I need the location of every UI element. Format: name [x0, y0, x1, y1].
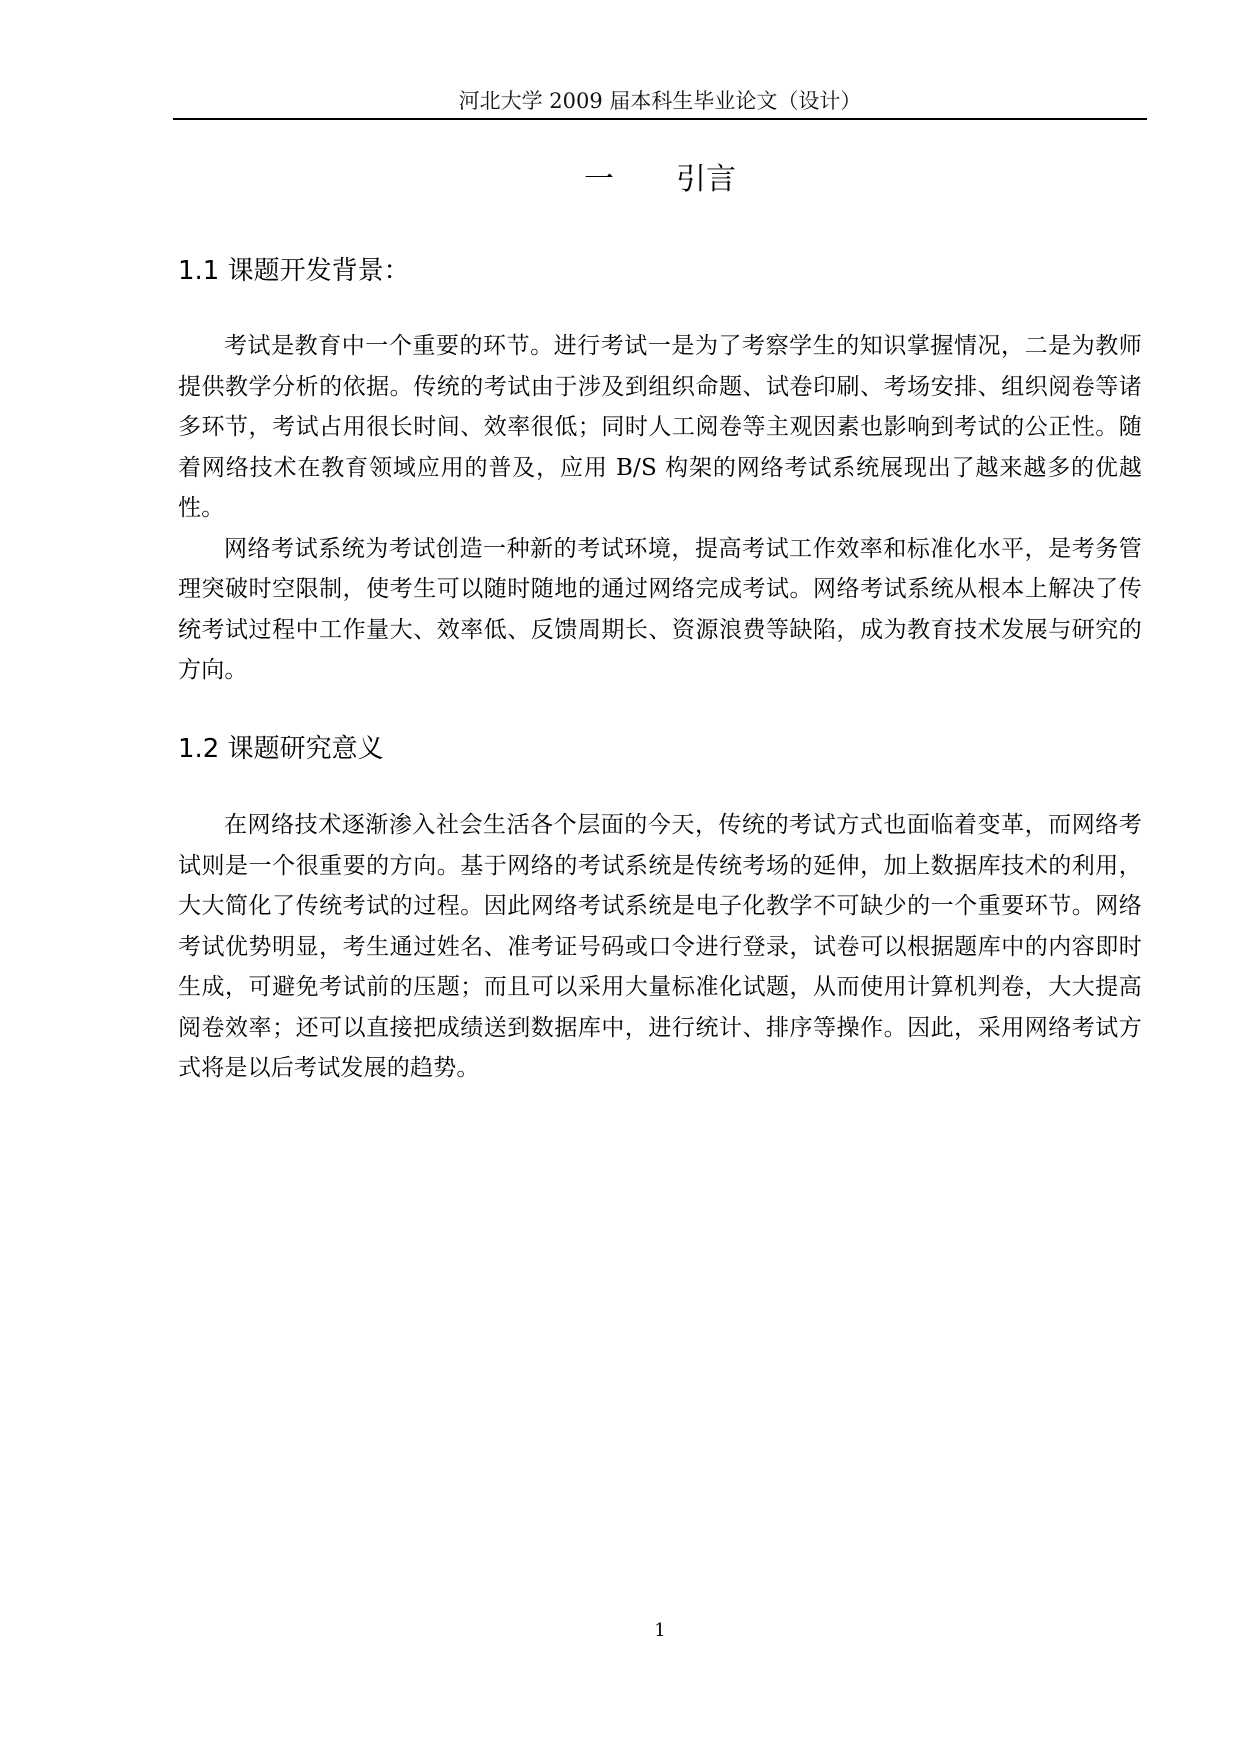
paragraph: 网络考试系统为考试创造一种新的考试环境，提高考试工作效率和标准化水平，是考务管理突破时空限制，使考生可以随时随地的通过网络完成考试。网络考试系统从根本上解决了传统考试过程中工作量大、效率低、反馈周期长、资源浪费等缺陷，成为教育技术发展与研究的方向。	[178, 535, 1142, 683]
section-heading-1-2: 1.2 课题研究意义	[178, 734, 384, 764]
chapter-number: 一	[584, 162, 614, 197]
chapter-name: 引言	[676, 162, 736, 197]
running-header: 河北大学 2009 届本科生毕业论文（设计）	[458, 89, 862, 113]
chapter-title	[173, 160, 1147, 200]
paragraph: 在网络技术逐渐渗入社会生活各个层面的今天，传统的考试方式也面临着变革，而网络考试则是一个很重要的方向。基于网络的考试系统是传统考场的延伸，加上数据库技术的利用，大大简化了传统考试的过程。因此网络考试系统是电子化教学不可缺少的一个重要环节。网络考试优势明显，考生通过姓名、准考证号码或口令进行登录，试卷可以根据题库中的内容即时生成，可避免考试前的压题；而且可以采用大量标准化试题，从而使用计算机判卷，大大提高阅卷效率；还可以直接把成绩送到数据库中，进行统计、排序等操作。因此，采用网络考试方式将是以后考试发展的趋势。	[178, 812, 1142, 1081]
section-body-1-2	[178, 805, 1142, 1089]
section-heading-1-1: 1.1 课题开发背景：	[178, 256, 410, 286]
paragraph: 考试是教育中一个重要的环节。进行考试一是为了考察学生的知识掌握情况，二是为教师提供教学分析的依据。传统的考试由于涉及到组织命题、试卷印刷、考场安排、组织阅卷等诸多环节，考试占用很长时间、效率很低；同时人工阅卷等主观因素也影响到考试的公正性。随着网络技术在教育领域应用的普及，应用 B/S 构架的网络考试系统展现出了越来越多的优越性。	[178, 333, 1142, 521]
section-body-1-1	[178, 326, 1142, 691]
header-divider	[173, 118, 1147, 120]
page-number: 1	[654, 1620, 666, 1641]
